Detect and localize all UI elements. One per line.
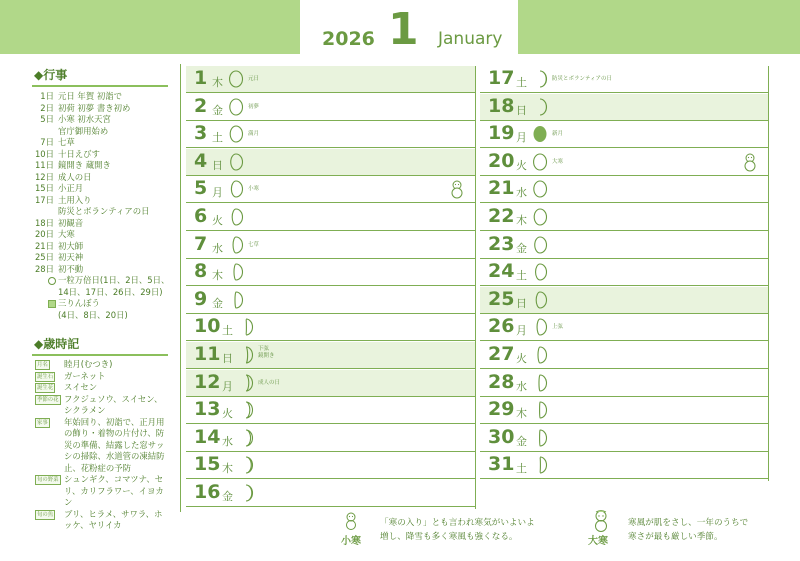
event-text: 大寒 <box>58 229 75 239</box>
event-date: 11日 <box>34 160 54 170</box>
event-text: 小寒 初水天宮 <box>58 114 111 124</box>
saijiki-tag: 月名 <box>37 362 48 368</box>
day-row[interactable] <box>480 342 768 369</box>
moon-phase-icon <box>532 429 548 447</box>
shokan-name: 小寒 <box>341 536 361 547</box>
year-label: 2026 <box>322 28 375 50</box>
event-row <box>32 241 172 253</box>
saijiki-tag: 旬の野菜 <box>37 477 59 483</box>
moon-phase-icon <box>532 318 548 336</box>
saijiki-text: シュンギク、コマツナ、セリ、カリフラワー、イヨカン <box>64 474 164 507</box>
saijiki-row <box>32 417 172 475</box>
event-row <box>32 91 172 103</box>
day-number: 21 <box>488 177 515 200</box>
weekday-label: 水 <box>516 379 527 393</box>
day-number: 5 <box>194 177 208 200</box>
snowman-icon <box>740 152 760 172</box>
month-english: January <box>438 29 503 49</box>
saijiki-text: フクジュソウ、スイセン、シクラメン <box>64 393 163 415</box>
weekday-label: 土 <box>516 76 527 89</box>
event-date: 12日 <box>34 171 54 182</box>
lucky-row <box>32 275 172 287</box>
day-note: 大寒 <box>552 158 564 165</box>
saijiki-text: ブリ、ヒラメ、サワラ、ホッケ、ヤリイカ <box>64 508 163 530</box>
shokan-text <box>380 516 535 544</box>
day-note: 新月 <box>552 131 564 138</box>
event-row <box>32 114 172 126</box>
event-date: 28日 <box>34 263 54 274</box>
weekday-label: 木 <box>212 76 223 89</box>
saijiki-row <box>32 371 172 383</box>
lucky-days-list <box>32 275 172 321</box>
saijiki-row <box>32 509 172 532</box>
weekday-label: 金 <box>222 490 233 503</box>
weekday-label: 火 <box>516 158 527 172</box>
day-row[interactable] <box>480 204 768 231</box>
day-number: 20 <box>488 149 515 172</box>
weekday-label: 土 <box>516 269 527 283</box>
event-date: 20日 <box>34 229 54 239</box>
day-row[interactable] <box>480 149 768 176</box>
moon-phase-icon <box>228 291 244 309</box>
day-note: 防災とボランティアの日 <box>552 76 613 82</box>
moon-phase-icon <box>238 456 254 474</box>
day-number: 23 <box>488 232 515 255</box>
day-row[interactable] <box>480 397 768 424</box>
event-row <box>32 103 172 115</box>
weekday-label: 金 <box>516 241 527 255</box>
saijiki-text: 年始回り、初詣で、正月用の飾り・着物の片付け、防災の準備、結露した窓サッシの掃除、水道管の凍結防止、花粉症の予防 <box>64 416 165 473</box>
day-number: 17 <box>488 67 515 89</box>
saijiki-row <box>32 382 172 394</box>
event-row <box>32 195 172 207</box>
event-date: 5日 <box>40 114 54 124</box>
saijiki-row <box>32 394 172 417</box>
weekday-label: 木 <box>222 462 233 476</box>
event-row <box>32 264 172 276</box>
day-number: 18 <box>488 94 515 117</box>
moon-phase-icon <box>228 236 244 254</box>
day-note: 七草 <box>248 241 260 248</box>
event-text: 土用入り <box>58 194 92 205</box>
moon-phase-icon <box>228 208 244 226</box>
day-number: 27 <box>488 343 515 365</box>
moon-phase-icon <box>228 125 244 143</box>
snowman-icon <box>591 510 611 532</box>
day-row[interactable] <box>480 66 768 93</box>
moon-phase-icon <box>238 318 254 336</box>
moon-phase-icon <box>228 180 244 198</box>
daikan-text <box>628 516 748 544</box>
day-number: 12 <box>194 370 221 393</box>
day-number: 10 <box>194 315 221 338</box>
circle-marker-icon <box>48 277 56 285</box>
day-row[interactable] <box>186 66 475 93</box>
day-number: 30 <box>488 425 515 448</box>
moon-phase-icon <box>532 346 548 364</box>
weekday-label: 日 <box>516 103 527 117</box>
event-text: 七草 <box>58 137 75 147</box>
lucky-text: 三りんぼう <box>58 298 100 308</box>
day-row[interactable] <box>480 121 768 148</box>
day-row[interactable] <box>186 425 475 452</box>
day-number: 14 <box>194 425 221 448</box>
moon-phase-icon <box>532 153 548 171</box>
event-row <box>32 229 172 241</box>
moon-phase-icon <box>532 291 548 309</box>
moon-phase-icon <box>228 263 244 281</box>
day-row[interactable] <box>186 176 475 203</box>
event-date: 15日 <box>34 183 54 193</box>
moon-phase-icon <box>532 456 548 474</box>
day-note: 満月 <box>248 131 260 138</box>
event-text: 成人の日 <box>58 171 92 182</box>
event-text: 初天神 <box>58 252 84 262</box>
weekday-label: 土 <box>212 131 223 145</box>
saijiki-text: スイセン <box>64 382 98 392</box>
day-row[interactable] <box>480 176 768 203</box>
moon-phase-icon <box>532 98 548 116</box>
event-date: 2日 <box>40 102 54 113</box>
saijiki-row <box>32 474 172 509</box>
day-number: 4 <box>194 149 208 172</box>
lucky-row <box>32 287 172 299</box>
shokan-text-line2: 増し、降雪も多く寒風も強くなる。 <box>380 532 518 542</box>
day-row[interactable] <box>186 370 475 397</box>
event-text: 元日 年賀 初詣で <box>58 91 122 101</box>
snowman-icon <box>343 512 359 530</box>
event-text: 初荷 初夢 書き初め <box>58 102 131 113</box>
weekday-label: 水 <box>212 241 223 255</box>
sidebar-divider <box>180 64 181 512</box>
square-marker-icon <box>48 300 56 308</box>
saijiki-row <box>32 359 172 371</box>
saijiki-tag: 誕生石 <box>37 373 54 380</box>
column-border <box>768 66 769 481</box>
moon-phase-icon <box>238 484 254 502</box>
saijiki-tag: 旬の魚 <box>37 511 54 518</box>
day-number: 19 <box>488 122 515 145</box>
day-number: 15 <box>194 453 221 476</box>
weekday-label: 月 <box>212 186 223 200</box>
saijiki-list <box>32 359 172 532</box>
moon-phase-icon <box>238 346 254 364</box>
moon-phase-icon <box>238 374 254 392</box>
day-row[interactable] <box>186 342 475 369</box>
day-number: 9 <box>194 287 208 310</box>
saijiki-text: 睦月(むつき) <box>64 359 113 369</box>
event-date: 17日 <box>34 194 54 205</box>
day-row[interactable] <box>480 287 768 314</box>
day-number: 24 <box>488 260 515 283</box>
event-row <box>32 126 172 138</box>
saijiki-tag: 季節の花 <box>37 396 59 403</box>
event-text: 初観音 <box>58 217 84 228</box>
saijiki-tag: 家事 <box>37 419 48 426</box>
weekday-label: 土 <box>516 462 527 476</box>
moon-phase-icon <box>238 401 254 419</box>
weekday-label: 月 <box>222 379 233 393</box>
day-row[interactable] <box>186 314 475 341</box>
event-text: 鏡開き 蔵開き <box>58 160 111 170</box>
lucky-row <box>32 298 172 310</box>
day-row[interactable] <box>480 370 768 397</box>
sidebar <box>32 66 172 532</box>
day-number: 22 <box>488 205 515 227</box>
event-row <box>32 160 172 172</box>
moon-phase-icon <box>532 70 548 88</box>
weekday-label: 火 <box>222 407 233 421</box>
day-note: 小寒 <box>248 186 260 193</box>
day-number: 13 <box>194 398 221 421</box>
moon-phase-icon <box>228 153 244 171</box>
day-note: 元日 <box>248 76 260 82</box>
weekday-label: 木 <box>212 269 223 283</box>
day-row[interactable] <box>480 259 768 286</box>
events-list <box>32 91 172 275</box>
day-row[interactable] <box>186 480 475 507</box>
day-row[interactable] <box>186 452 475 479</box>
day-row[interactable] <box>186 232 475 259</box>
weekday-label: 日 <box>516 296 527 310</box>
day-row[interactable] <box>186 94 475 121</box>
day-number: 31 <box>488 453 515 476</box>
day-row[interactable] <box>480 232 768 259</box>
lucky-row <box>32 310 172 322</box>
moon-phase-icon <box>532 180 548 198</box>
event-row <box>32 218 172 230</box>
column-border <box>475 66 476 509</box>
saijiki-text: ガーネット <box>64 370 106 381</box>
event-text: 防災とボランティアの日 <box>58 206 150 216</box>
event-text: 初大師 <box>58 240 84 251</box>
day-row[interactable] <box>186 149 475 176</box>
moon-phase-icon <box>532 125 548 143</box>
event-row <box>32 149 172 161</box>
event-date: 1日 <box>40 91 54 101</box>
day-number: 28 <box>488 370 515 393</box>
daikan-text-line1: 寒風が肌をさし、一年のうちで <box>628 518 749 528</box>
moon-phase-icon <box>238 429 254 447</box>
event-date: 10日 <box>34 148 54 159</box>
event-date: 21日 <box>34 240 54 251</box>
moon-phase-icon <box>532 263 548 281</box>
weekday-label: 木 <box>516 214 527 227</box>
day-note: 初夢 <box>248 103 260 110</box>
daikan-text-line2: 寒さが最も厳しい季節。 <box>628 532 723 542</box>
saijiki-heading: ◆歳時記 <box>32 335 168 356</box>
moon-phase-icon <box>532 401 548 419</box>
moon-phase-icon <box>228 98 244 116</box>
daikan-name: 大寒 <box>588 536 608 547</box>
lucky-text: (4日、8日、20日) <box>58 309 128 320</box>
weekday-label: 水 <box>222 434 233 448</box>
day-row[interactable] <box>186 397 475 424</box>
weekday-label: 日 <box>212 158 223 172</box>
weekday-label: 月 <box>516 131 527 145</box>
weekday-label: 日 <box>222 352 233 365</box>
weekday-label: 月 <box>516 324 527 338</box>
day-number: 8 <box>194 260 208 283</box>
event-text: 初不動 <box>58 263 84 274</box>
weekday-label: 金 <box>212 103 223 117</box>
day-number: 11 <box>194 343 221 365</box>
event-text: 官庁御用始め <box>58 125 109 136</box>
day-note: 成人の日 <box>258 379 281 386</box>
event-row <box>32 183 172 195</box>
event-date: 25日 <box>34 252 54 262</box>
event-row <box>32 172 172 184</box>
day-number: 3 <box>194 122 208 145</box>
event-text: 十日えびす <box>58 148 100 159</box>
weekday-label: 土 <box>222 324 233 338</box>
day-note: 上弦 <box>552 324 564 331</box>
snowman-icon <box>447 179 467 199</box>
moon-phase-icon <box>228 70 244 88</box>
day-note: 下弦 鏡開き <box>258 346 275 359</box>
moon-phase-icon <box>532 374 548 392</box>
day-number: 7 <box>194 232 208 255</box>
weekday-label: 火 <box>516 352 527 365</box>
event-row <box>32 206 172 218</box>
day-row[interactable] <box>186 287 475 314</box>
day-row[interactable] <box>186 259 475 286</box>
weekday-label: 木 <box>516 407 527 421</box>
lucky-text: 一粒万倍日(1日、2日、5日、 <box>58 275 170 285</box>
event-row <box>32 252 172 264</box>
moon-phase-icon <box>532 236 548 254</box>
day-number: 29 <box>488 398 515 421</box>
event-date: 18日 <box>34 217 54 228</box>
weekday-label: 水 <box>516 186 527 200</box>
day-number: 6 <box>194 205 208 227</box>
day-number: 26 <box>488 315 515 338</box>
events-heading: ◆行事 <box>32 66 168 87</box>
event-text: 小正月 <box>58 183 84 193</box>
weekday-label: 金 <box>516 434 527 448</box>
day-row[interactable] <box>480 425 768 452</box>
day-number: 25 <box>488 287 515 310</box>
event-date: 7日 <box>40 137 54 147</box>
day-number: 2 <box>194 94 208 117</box>
day-number: 16 <box>194 481 221 503</box>
day-number: 1 <box>194 67 208 89</box>
day-row[interactable] <box>480 94 768 121</box>
saijiki-tag: 誕生花 <box>37 385 54 391</box>
day-row[interactable] <box>186 204 475 231</box>
day-row[interactable] <box>480 452 768 479</box>
month-number: 1 <box>388 4 419 55</box>
moon-phase-icon <box>532 208 548 226</box>
day-row[interactable] <box>186 121 475 148</box>
weekday-label: 金 <box>212 296 223 310</box>
event-row <box>32 137 172 149</box>
lucky-text: 14日、17日、26日、29日) <box>58 286 163 297</box>
weekday-label: 火 <box>212 214 223 227</box>
shokan-text-line1: 「寒の入り」とも言われ寒気がいよいよ <box>380 518 535 528</box>
day-row[interactable] <box>480 314 768 341</box>
